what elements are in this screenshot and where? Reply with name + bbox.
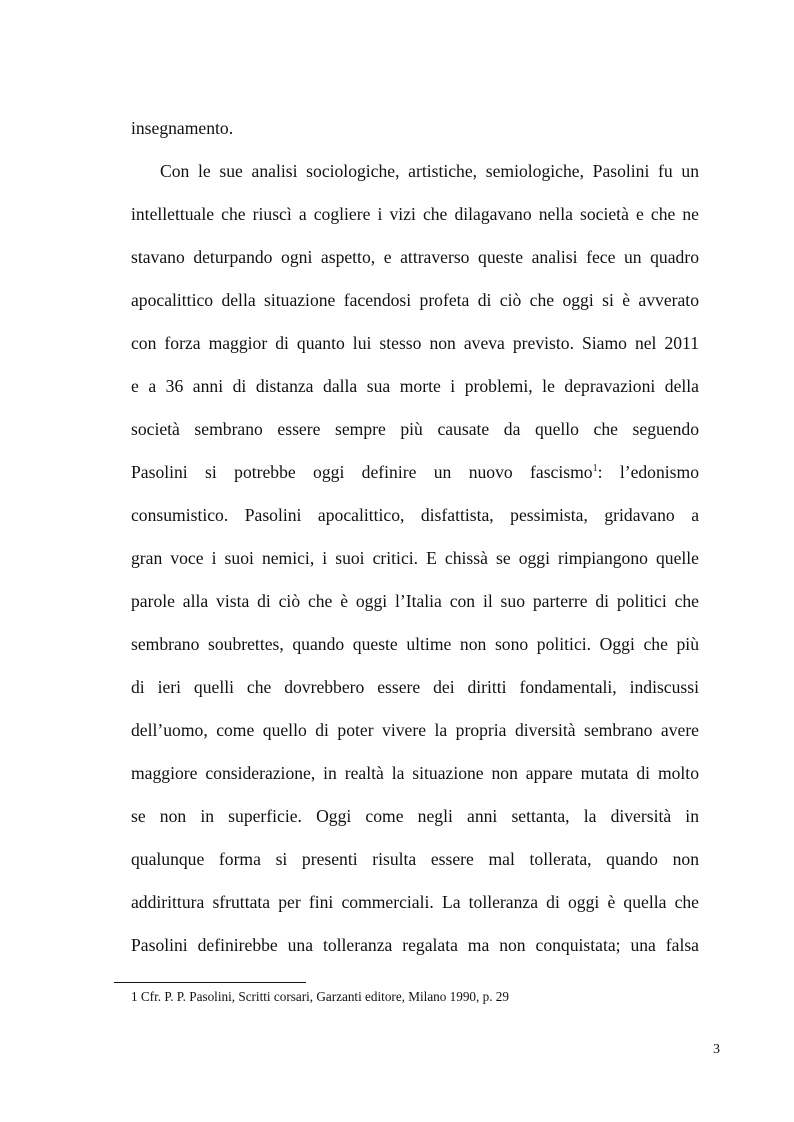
- body-line-text-tail: : l’edonismo: [597, 462, 699, 482]
- body-line: dell’uomo, come quello di poter vivere la propria diversità sembrano avere: [131, 720, 699, 740]
- body-line: stavano deturpando ogni aspetto, e attraverso queste analisi fece un quadro: [131, 247, 699, 267]
- body-line: addirittura sfruttata per fini commerciali. La tolleranza di oggi è quella che: [131, 892, 699, 912]
- footnote-reference: 1: [592, 463, 598, 475]
- page-number: 3: [713, 1042, 720, 1057]
- body-line: se non in superficie. Oggi come negli anni settanta, la diversità in: [131, 806, 699, 826]
- body-line: intellettuale che riuscì a cogliere i vizi che dilagavano nella società e che ne: [131, 204, 699, 224]
- body-line-text: Pasolini si potrebbe oggi definire un nuovo fascismo: [131, 462, 593, 482]
- footnote: 1 Cfr. P. P. Pasolini, Scritti corsari, Garzanti editore, Milano 1990, p. 29: [131, 989, 509, 1004]
- body-line: Pasolini definirebbe una tolleranza regalata ma non conquistata; una falsa: [131, 935, 699, 955]
- body-line: Con le sue analisi sociologiche, artistiche, semiologiche, Pasolini fu un: [160, 161, 699, 181]
- footnote-separator: [114, 982, 306, 983]
- body-line: parole alla vista di ciò che è oggi l’Italia con il suo parterre di politici che: [131, 591, 699, 611]
- body-line: e a 36 anni di distanza dalla sua morte i problemi, le depravazioni della: [131, 376, 699, 396]
- body-line: consumistico. Pasolini apocalittico, disfattista, pessimista, gridavano a: [131, 505, 699, 525]
- body-line: insegnamento.: [131, 118, 234, 138]
- body-line: apocalittico della situazione facendosi profeta di ciò che oggi si è avverato: [131, 290, 699, 310]
- body-line: maggiore considerazione, in realtà la situazione non appare mutata di molto: [131, 763, 699, 783]
- body-line: gran voce i suoi nemici, i suoi critici. E chissà se oggi rimpiangono quelle: [131, 548, 699, 568]
- body-line: con forza maggior di quanto lui stesso non aveva previsto. Siamo nel 2011: [131, 333, 699, 353]
- body-line: sembrano soubrettes, quando queste ultime non sono politici. Oggi che più: [131, 634, 699, 654]
- body-line-with-footnote: [131, 459, 699, 485]
- body-line: di ieri quelli che dovrebbero essere dei diritti fondamentali, indiscussi: [131, 677, 699, 697]
- body-line: qualunque forma si presenti risulta essere mal tollerata, quando non: [131, 849, 699, 869]
- body-line: società sembrano essere sempre più causate da quello che seguendo: [131, 419, 699, 439]
